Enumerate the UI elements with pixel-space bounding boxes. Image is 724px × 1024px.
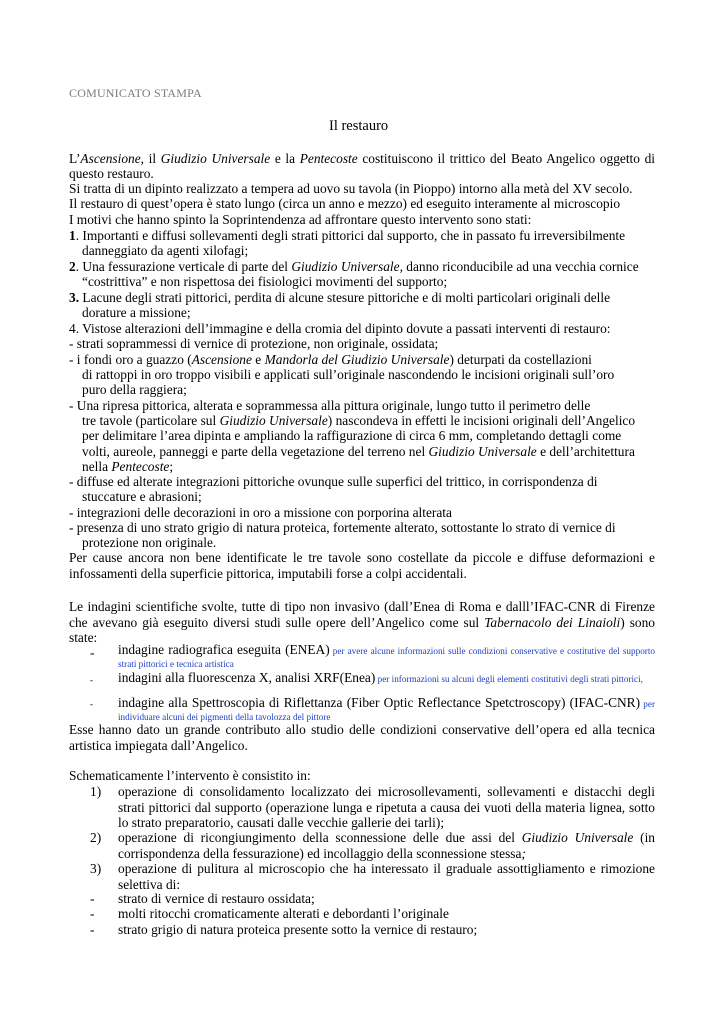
indagine-3-dash: - [90,699,93,709]
intro-line-1: L’Ascensione, il Giudizio Universale e la Pentecoste costituiscono il trittico del Beato Angelico oggetto di [69,151,656,166]
sub-item-3-cont-2: per delimitare l’area dipinta e ampliando la raffigurazione di circa 6 mm, completando dettagli come [82,428,622,443]
motivo-1: 1. Importanti e diffusi sollevamenti degli strati pittorici dal supporto, che in passato fu irreversibilmente [69,228,626,243]
intro-line-5: I motivi che hanno spinto la Soprintendenza ad affrontare questo intervento sono stati: [69,212,532,227]
schema-num-2: 2) [90,830,102,845]
motivo-3: 3. Lacune degli strati pittorici, perdita di alcune stesure pittoriche e di molti particolari originali delle [69,290,611,305]
motivo-1-cont: danneggiato da agenti xilofagi; [82,243,249,258]
pulitura-dash-1: - [90,891,95,906]
intro-line-4: Il restauro di quest’opera è stato lungo (circa un anno e mezzo) ed eseguito interamente al microscopio [69,196,621,211]
schema-item-3: operazione di pulitura al microscopio che ha interessato il graduale assottigliamento e rimozione selettiva di: [118,861,655,892]
pulitura-dash-3: - [90,922,95,937]
indagine-3: indagine alla Spettroscopia di Riflettanza (Fiber Optic Reflectance Spetctroscopy) (IFAC-CNR) per individuare alcuni dei pigmenti della tavolozza del pittore [118,695,655,722]
sub-item-2-cont-1: di rattoppi in oro troppo visibili e applicati sull’originale nascondendo le incisioni originali sull’oro [82,367,615,382]
sub-item-1: - strati soprammessi di vernice di protezione, non originale, ossidata; [69,336,439,351]
sub-item-3: - Una ripresa pittorica, alterata e soprammessa alla pittura originale, lungo tutto il perimetro delle [69,398,591,413]
sub-item-5: - integrazioni delle decorazioni in oro a missione con porporina alterata [69,505,452,520]
motivo-2: 2. Una fessurazione verticale di parte del Giudizio Universale, danno riconducibile ad una vecchia cornice [69,259,639,274]
sub-item-2-cont-2: puro della raggiera; [82,382,187,397]
page-title: Il restauro [329,118,389,134]
sub-item-3-cont-3: volti, aureole, panneggi e parte della vegetazione del terreno nel Giudizio Universale e dell’architettura [82,444,635,459]
sub-item-3-cont-4: nella Pentecoste; [82,459,174,474]
indagini-paragraph: Le indagini scientifiche svolte, tutte di tipo non invasivo (dall’Enea di Roma e dalll’IFAC-CNR di Firenze che avevano già eseguito diversi studi sulle opere dell’Angelico come sul Tabernacolo dei Linaioli) sono state: [69,599,655,645]
intro-line-2: questo restauro. [69,166,154,181]
motivo-2-cont: “costrittiva” e non rispettosa dei fisiologici movimenti del supporto; [82,274,448,289]
motivo-3-cont: dorature a missione; [82,305,191,320]
motivo-4: 4. Vistose alterazioni dell’immagine e della cromia del dipinto dovute a passati interventi di restauro: [69,321,611,336]
indagine-1-dash: - [90,645,95,660]
pulitura-item-2: molti ritocchi cromaticamente alterati e debordanti l’originale [118,906,449,921]
sub-item-4-cont: stuccature e abrasioni; [82,489,202,504]
pulitura-item-1: strato di vernice di restauro ossidata; [118,891,315,906]
sub-item-6: - presenza di uno strato grigio di natura proteica, fortemente alterato, sottostante lo strato di vernice di [69,520,616,535]
sub-item-2: - i fondi oro a guazzo (Ascensione e Mandorla del Giudizio Universale) deturpati da costellazioni [69,352,592,367]
indagini-outro: Esse hanno dato un grande contributo allo studio delle condizioni conservative dell’opera ed alla tecnica artistica impiegata dall’Angelico. [69,722,655,753]
pulitura-dash-2: - [90,906,95,921]
schema-num-1: 1) [90,784,102,799]
intro-line-3: Si tratta di un dipinto realizzato a tempera ad uovo su tavola (in Pioppo) intorno alla metà del XV secolo. [69,181,633,196]
press-release-label: COMUNICATO STAMPA [69,86,202,100]
sub-item-6-cont: protezione non originale. [82,535,217,550]
cause-paragraph: Per cause ancora non bene identificate le tre tavole sono costellate da piccole e diffuse deformazioni e infossamenti della superficie pittorica, imputabili forse a colpi accidentali. [69,550,655,581]
pulitura-item-3: strato grigio di natura proteica presente sotto la vernice di restauro; [118,922,478,937]
indagine-2: indagini alla fluorescenza X, analisi XRF(Enea) per informazioni su alcuni degli elementi costitutivi degli strati pittorici, [118,670,643,685]
indagine-1: indagine radiografica eseguita (ENEA) per avere alcune informazioni sulle condizioni conservative e costitutive del supporto strati pittorici e tecnica artistica [118,642,656,669]
schema-intro: Schematicamente l’intervento è consistito in: [69,768,311,783]
sub-item-3-cont-1: tre tavole (particolare sul Giudizio Universale) nascondeva in effetti le incisioni originali dell’Angelico [82,413,636,428]
sub-item-4: - diffuse ed alterate integrazioni pittoriche ovunque sulle superfici del trittico, in corrispondenza di [69,474,598,489]
schema-item-2: operazione di ricongiungimento della sconnessione delle due assi del Giudizio Universale (in corrispondenza della fessurazione) ed incollaggio della sconnessione stessa; [118,830,655,861]
schema-item-1: operazione di consolidamento localizzato dei microsollevamenti, sollevamenti e distacchi degli strati pittorici dal supporto (operazione lunga e ripetuta a causa dei vuoti della materia lignea, sotto lo strato preparatorio, causati dalle vecchie gallerie dei tarli); [118,784,655,830]
schema-num-3: 3) [90,861,102,876]
indagine-2-dash: - [90,675,93,685]
